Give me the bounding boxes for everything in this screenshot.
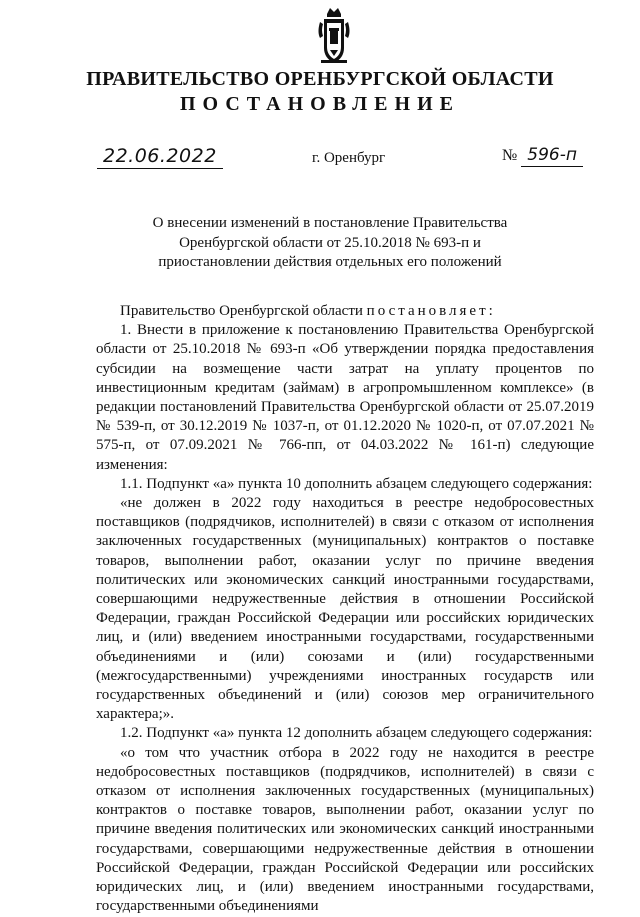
date-value: 22.06.2022 — [97, 145, 223, 169]
document-city: г. Оренбург — [312, 150, 386, 166]
document-date — [97, 145, 223, 167]
preamble — [96, 302, 594, 321]
organization-name: ПРАВИТЕЛЬСТВО ОРЕНБУРГСКОЙ ОБЛАСТИ — [86, 68, 554, 90]
paragraph: «не должен в 2022 году находиться в реестре недобросовестных поставщиков (подрядчиков, исполнителей) в связи с отказом от исполнения заключенных государственных (муниципальных) контрактов о поставке товаров, выполнении работ, оказании услуг по причине введения политических или экономических санкций иностранными государствами, совершающими недружественные действия в отношении Российской Федерации, граждан Российской Федерации или российских юридических лиц, и (или) введением иностранными государствами, государственными объединениями и (или) союзами и (или) государственными (межгосударственными) учреждениями иностранных государств или государственных объединений и (или) союзов мер ограничительного характера;». — [96, 495, 594, 723]
number-value: 596-п — [521, 145, 583, 167]
title-line: Оренбургской области от 25.10.2018 № 693-п и — [179, 234, 481, 251]
document-number — [502, 145, 583, 165]
title-line: приостановлении действия отдельных его положений — [158, 254, 502, 270]
paragraph: 1.2. Подпункт «а» пункта 12 дополнить абзацем следующего содержания: — [120, 725, 593, 742]
paragraph: 1. Внести в приложение к постановлению Правительства Оренбургской области от 25.10.2018 № 693-п «Об утверждении порядка предоставления субсидии на возмещение части затрат на уплату процентов по инвестиционным кредитам (займам) в агропромышленном комплексе» (в редакции постановлений Правительства Оренбургской области от 25.07.2019 № 539-п, от 30.12.2019 № 1037-п, от 01.12.2020 № 1020-п, от 07.07.2021 № 575-п, от 07.09.2021 № 766-пп, от 04.03.2022 № 161-п) следующие изменения: — [96, 322, 594, 473]
preamble-verb: постановляет: — [366, 303, 496, 319]
preamble-prefix: Правительство Оренбургской области — [120, 303, 367, 319]
coat-of-arms-icon — [315, 8, 353, 66]
number-label: № — [502, 147, 518, 164]
paragraph: «о том что участник отбора в 2022 году не находится в реестре недобросовестных поставщиков (подрядчиков, исполнителей) в связи с отказом от исполнения заключенных государственных (муниципальных) контрактов о поставке товаров, выполнении работ, оказании услуг по причине введения политических или экономических санкций иностранными государствами, совершающими недружественные действия в отношении Российской Федерации, граждан Российской Федерации или российских юридических лиц, и (или) введением иностранными государствами, государственными объединениями — [96, 744, 594, 915]
document-body — [96, 302, 594, 917]
paragraph: 1.1. Подпункт «а» пункта 10 дополнить абзацем следующего содержания: — [120, 475, 593, 492]
document-title — [80, 214, 580, 273]
document-type: ПОСТАНОВЛЕНИЕ — [180, 93, 460, 115]
title-line: О внесении изменений в постановление Правительства — [152, 215, 508, 231]
